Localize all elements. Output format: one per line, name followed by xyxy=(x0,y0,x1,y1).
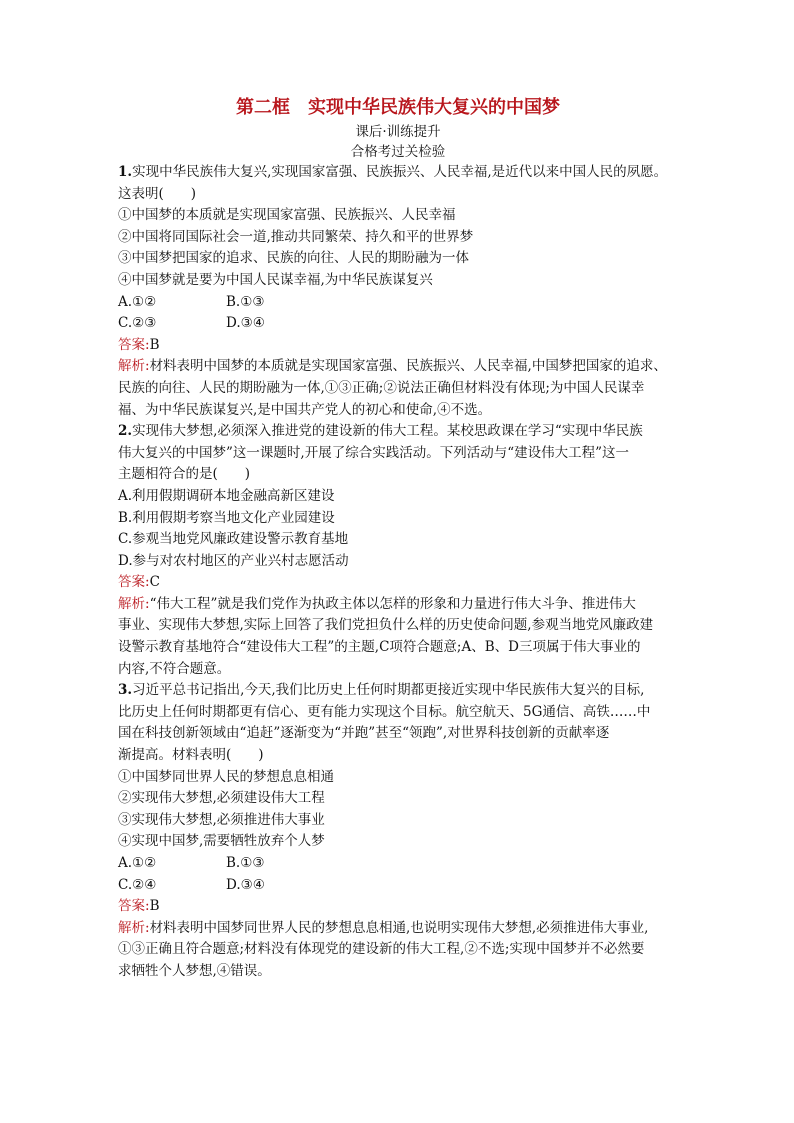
options-row xyxy=(118,292,678,314)
worksheet-content xyxy=(118,94,678,983)
analysis-line: 求牺牲个人梦想,④错误。 xyxy=(118,962,271,979)
analysis-line: 内容,不符合题意。 xyxy=(118,660,231,677)
option-d: D.③④ xyxy=(226,315,265,332)
section-subtitle: 课后·训练提升 xyxy=(355,124,441,140)
question-number: 1. xyxy=(118,164,133,180)
question-stem-cont: 这表明( ) xyxy=(118,185,197,202)
answer-value: B xyxy=(149,898,160,915)
statement-4: ④实现中国梦,需要牺牲放弃个人梦 xyxy=(118,833,325,850)
option-b: B.①③ xyxy=(226,855,265,871)
analysis-line: 设警示教育基地符合“建设伟大工程”的主题,C项符合题意;A、B、D三项属于伟大事业的 xyxy=(118,639,641,656)
option-b: B.①③ xyxy=(226,293,265,310)
answer-line xyxy=(118,572,678,594)
answer-label: 答案: xyxy=(118,574,150,591)
analysis-label: 解析: xyxy=(118,358,150,375)
question-stem: 3.习近平总书记指出,今天,我们比历史上任何时期都更接近实现中华民族伟大复兴的目标, xyxy=(118,682,645,699)
analysis-line: 福、为中华民族谋复兴,是中国共产党人的初心和使命,④不选。 xyxy=(118,401,492,418)
option-b: B.利用假期考察当地文化产业园建设 xyxy=(118,509,335,526)
statement-2: ②中国将同国际社会一道,推动共同繁荣、持久和平的世界梦 xyxy=(118,228,474,245)
statement-1: ①中国梦同世界人民的梦想息息相通 xyxy=(118,768,334,785)
question-3 xyxy=(118,680,678,982)
analysis-label: 解析: xyxy=(118,595,150,612)
options-row xyxy=(118,313,678,335)
question-stem-cont: 国在科技创新领域由“追赶”逐渐变为“并跑”甚至“领跑”,对世界科技创新的贡献率逐 xyxy=(118,725,610,742)
answer-value: B xyxy=(149,336,160,353)
option-d: D.③④ xyxy=(226,876,265,893)
analysis-line: 解析:材料表明中国梦同世界人民的梦想息息相通,也说明实现伟大梦想,必须推进伟大事业, xyxy=(118,919,649,936)
options-row xyxy=(118,875,678,897)
statement-3: ③中国梦把国家的追求、民族的向往、人民的期盼融为一体 xyxy=(118,250,469,267)
question-stem: 2.实现伟大梦想,必须深入推进党的建设新的伟大工程。某校思政课在学习“实现中华民族 xyxy=(118,423,643,440)
option-a: A.利用假期调研本地金融高新区建设 xyxy=(118,487,335,504)
question-stem-cont: 伟大复兴的中国梦”这一课题时,开展了综合实践活动。下列活动与“建设伟大工程”这一 xyxy=(118,444,629,461)
question-2 xyxy=(118,421,678,680)
option-a: A.①② xyxy=(118,855,157,871)
option-d: D.参与对农村地区的产业兴村志愿活动 xyxy=(118,552,349,569)
answer-line xyxy=(118,335,678,357)
answer-line xyxy=(118,896,678,918)
question-stem-cont: 渐提高。材料表明( ) xyxy=(118,747,264,764)
option-c: C.参观当地党风廉政建设警示教育基地 xyxy=(118,531,349,548)
page-title: 第二框 实现中华民族伟大复兴的中国梦 xyxy=(236,97,560,118)
statement-2: ②实现伟大梦想,必须建设伟大工程 xyxy=(118,790,325,807)
section-level: 合格考过关检验 xyxy=(350,144,446,160)
statement-1: ①中国梦的本质就是实现国家富强、民族振兴、人民幸福 xyxy=(118,207,456,224)
analysis-line: 事业、实现伟大梦想,实际上回答了我们党担负什么样的历史使命问题,参观当地党风廉政建 xyxy=(118,617,654,634)
statement-4: ④中国梦就是要为中国人民谋幸福,为中华民族谋复兴 xyxy=(118,271,433,288)
answer-label: 答案: xyxy=(118,336,150,353)
analysis-line: 解析:材料表明中国梦的本质就是实现国家富强、民族振兴、人民幸福,中国梦把国家的追求、 xyxy=(118,358,667,375)
option-c: C.②④ xyxy=(118,876,157,893)
analysis-line: ①③正确且符合题意;材料没有体现党的建设新的伟大工程,②不选;实现中国梦并不必然要 xyxy=(118,941,645,958)
options-row xyxy=(118,853,678,875)
question-1 xyxy=(118,162,678,421)
question-number: 2. xyxy=(118,423,133,440)
option-c: C.②③ xyxy=(118,315,157,332)
answer-value: C xyxy=(149,574,160,591)
statement-3: ③实现伟大梦想,必须推进伟大事业 xyxy=(118,811,325,828)
analysis-label: 解析: xyxy=(118,919,150,936)
question-stem-cont: 主题相符合的是( ) xyxy=(118,466,251,483)
answer-label: 答案: xyxy=(118,898,150,915)
question-number: 3. xyxy=(118,682,133,699)
question-stem: 1.实现中华民族伟大复兴,实现国家富强、民族振兴、人民幸福,是近代以来中国人民的夙愿。 xyxy=(118,164,668,180)
question-stem-cont: 比历史上任何时期都更有信心、更有能力实现这个目标。航空航天、5G通信、高铁……中 xyxy=(118,703,651,720)
analysis-line: 民族的向往、人民的期盼融为一体,①③正确;②说法正确但材料没有体现;为中国人民谋幸 xyxy=(118,379,645,396)
option-a: A.①② xyxy=(118,293,157,310)
analysis-line: 解析:“伟大工程”就是我们党作为执政主体以怎样的形象和力量进行伟大斗争、推进伟大 xyxy=(118,595,636,612)
